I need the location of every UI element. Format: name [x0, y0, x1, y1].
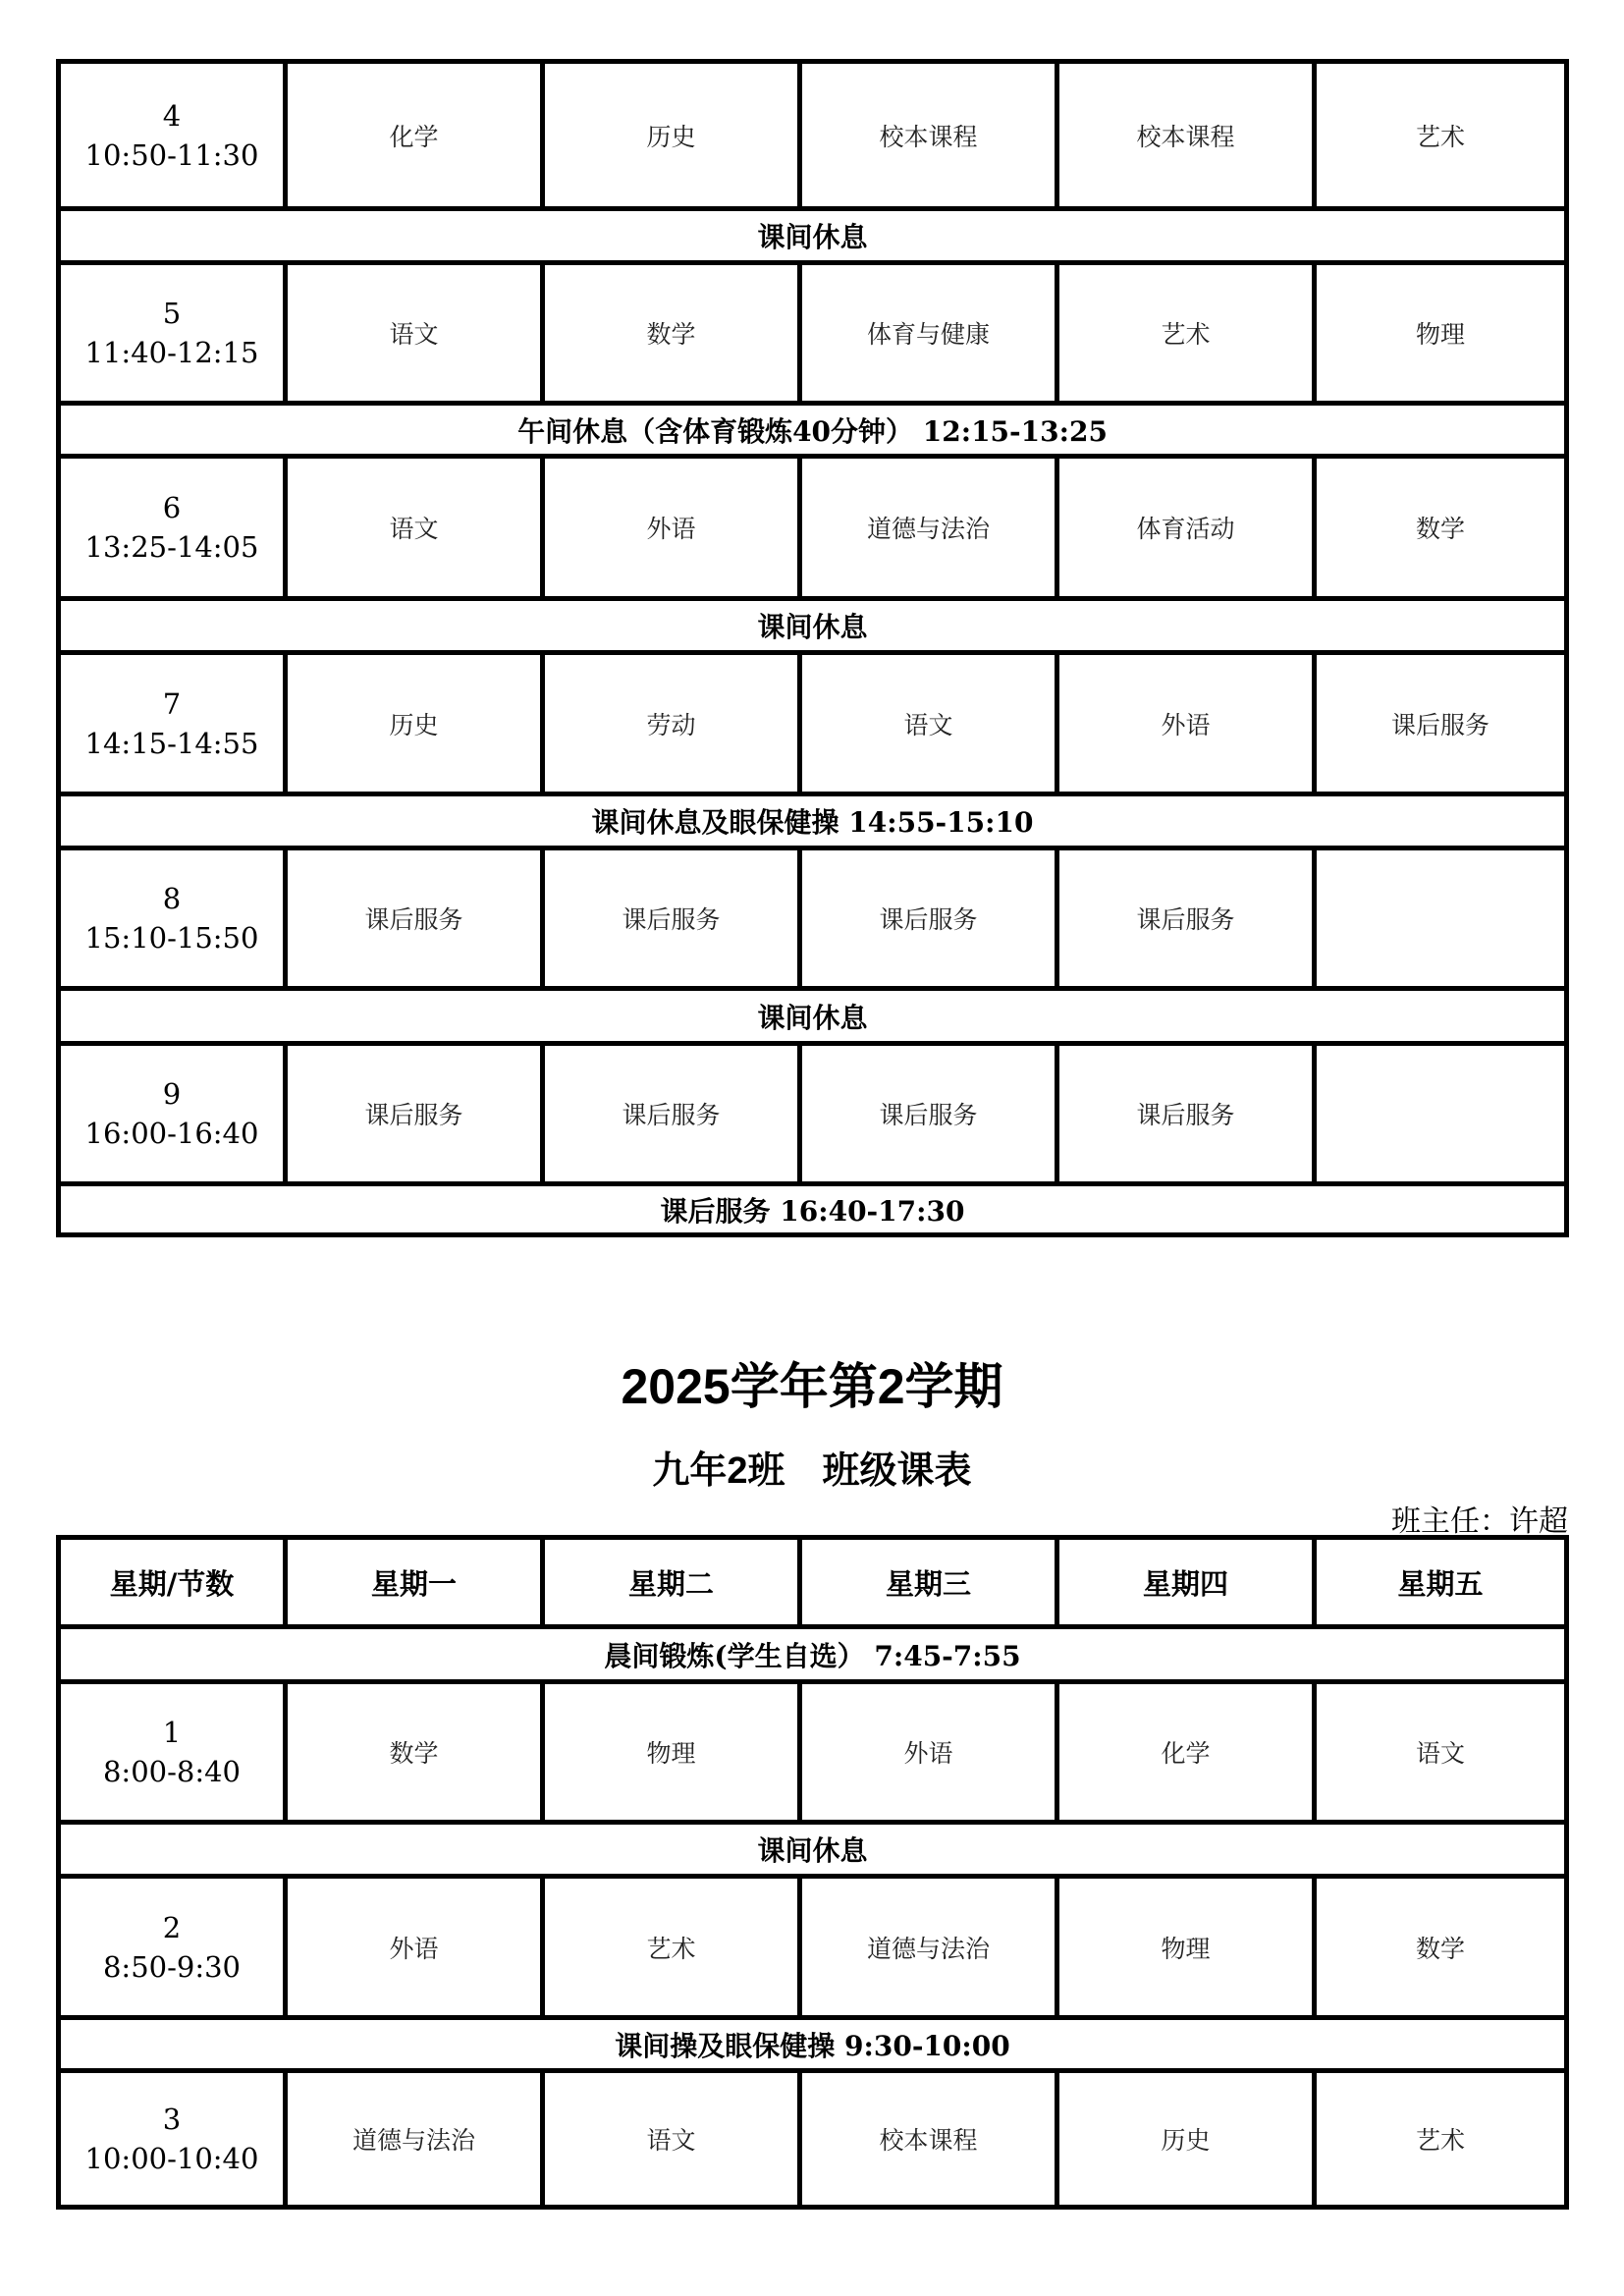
- subject-cell: 历史: [283, 655, 540, 792]
- subject-cell: 艺术: [540, 1879, 797, 2015]
- class-timetable: [56, 1535, 1569, 2210]
- break-row: [61, 1820, 1564, 1874]
- period-row: [61, 454, 1564, 596]
- subject-cell: 校本课程: [797, 64, 1055, 206]
- header-cell: 星期四: [1055, 1540, 1312, 1624]
- period-row: [61, 650, 1564, 792]
- subject-cell: 校本课程: [797, 2073, 1055, 2205]
- subject-cell: 艺术: [1312, 64, 1564, 206]
- break-label: 晨间锻炼(学生自选） 7:45-7:55: [604, 1639, 1021, 1672]
- header-cell: 星期/节数: [109, 1566, 235, 1601]
- subject-cell: [1312, 1046, 1564, 1181]
- subject-cell: 语文: [283, 265, 540, 401]
- period-number: 4: [162, 98, 182, 133]
- break-row: [61, 1624, 1564, 1679]
- subject-cell: 数学: [1312, 1879, 1564, 2015]
- period-time: 13:25-14:05: [84, 530, 259, 564]
- subject-cell: 数学: [283, 1684, 540, 1820]
- period-row: [61, 1874, 1564, 2015]
- subject-cell: 课后服务: [1055, 850, 1312, 986]
- timetable-continued: [56, 59, 1569, 1237]
- subject-cell: 体育活动: [1055, 459, 1312, 596]
- header-cell: 星期三: [797, 1540, 1055, 1624]
- period-cell: [61, 2073, 283, 2205]
- subject-cell: 物理: [1055, 1879, 1312, 2015]
- break-label: 午间休息（含体育锻炼40分钟） 12:15-13:25: [517, 414, 1108, 448]
- subject-cell: 化学: [283, 64, 540, 206]
- period-row: [61, 2068, 1564, 2205]
- class-timetable-subtitle: 九年2班 班级课表: [652, 1450, 972, 1492]
- subject-cell: 物理: [540, 1684, 797, 1820]
- period-number: 8: [162, 882, 182, 915]
- period-row: [61, 846, 1564, 986]
- subject-cell: 艺术: [1312, 2073, 1564, 2205]
- break-row: [61, 792, 1564, 846]
- period-number: 3: [162, 2103, 182, 2136]
- period-number: 5: [162, 297, 182, 330]
- period-row: [61, 64, 1564, 206]
- period-row: [61, 1041, 1564, 1181]
- break-row: [61, 596, 1564, 650]
- break-label: 课间休息: [757, 1001, 868, 1034]
- subject-cell: 课后服务: [283, 850, 540, 986]
- period-time: 14:15-14:55: [84, 726, 259, 760]
- period-time: 10:50-11:30: [84, 137, 259, 172]
- subject-cell: 语文: [283, 459, 540, 596]
- period-row: [61, 1679, 1564, 1820]
- period-cell: [61, 1684, 283, 1820]
- period-number: 6: [162, 491, 182, 524]
- period-number: 9: [162, 1077, 182, 1111]
- subject-cell: 道德与法治: [797, 1879, 1055, 2015]
- head-teacher-label: 班主任：许超: [1391, 1504, 1568, 1539]
- subject-cell: 课后服务: [540, 1046, 797, 1181]
- period-number: 7: [162, 686, 182, 721]
- subject-cell: 道德与法治: [283, 2073, 540, 2205]
- subject-cell: 体育与健康: [797, 265, 1055, 401]
- subject-cell: 外语: [1055, 655, 1312, 792]
- break-row: [61, 2015, 1564, 2068]
- period-row: [61, 260, 1564, 401]
- period-cell: [61, 1046, 283, 1181]
- period-time: 15:10-15:50: [84, 921, 259, 955]
- subject-cell: 语文: [1312, 1684, 1564, 1820]
- break-label: 课后服务 16:40-17:30: [660, 1194, 965, 1228]
- subject-cell: 课后服务: [283, 1046, 540, 1181]
- break-label: 课间休息: [757, 611, 868, 643]
- break-label: 课间休息: [757, 221, 868, 253]
- break-row: [61, 1181, 1564, 1232]
- subject-cell: 道德与法治: [797, 459, 1055, 596]
- break-label: 课间休息: [757, 1834, 868, 1867]
- subject-cell: 课后服务: [797, 850, 1055, 986]
- subject-cell: 语文: [797, 655, 1055, 792]
- period-cell: [61, 655, 283, 792]
- semester-title: 2025学年第2学期: [621, 1359, 1003, 1414]
- subject-cell: 艺术: [1055, 265, 1312, 401]
- subject-cell: 语文: [540, 2073, 797, 2205]
- header-row: [61, 1540, 1564, 1624]
- subject-cell: 劳动: [540, 655, 797, 792]
- period-cell: [61, 265, 283, 401]
- period-time: 10:00-10:40: [84, 2142, 259, 2175]
- break-row: [61, 401, 1564, 454]
- period-cell: [61, 459, 283, 596]
- subject-cell: 物理: [1312, 265, 1564, 401]
- break-row: [61, 206, 1564, 260]
- subject-cell: 外语: [283, 1879, 540, 2015]
- break-label: 课间休息及眼保健操 14:55-15:10: [591, 806, 1034, 839]
- period-cell: [61, 850, 283, 986]
- period-time: 8:00-8:40: [102, 1755, 242, 1788]
- period-number: 1: [162, 1716, 182, 1749]
- subject-cell: 课后服务: [1055, 1046, 1312, 1181]
- subject-cell: 历史: [1055, 2073, 1312, 2205]
- subject-cell: 课后服务: [540, 850, 797, 986]
- header-cell: 星期一: [283, 1540, 540, 1624]
- subject-cell: 外语: [540, 459, 797, 596]
- subject-cell: 数学: [540, 265, 797, 401]
- period-time: 11:40-12:15: [84, 336, 259, 369]
- header-cell: 星期五: [1312, 1540, 1564, 1624]
- header-cell: 星期二: [540, 1540, 797, 1624]
- break-row: [61, 986, 1564, 1041]
- subject-cell: 校本课程: [1055, 64, 1312, 206]
- period-time: 8:50-9:30: [102, 1949, 242, 1984]
- period-time: 16:00-16:40: [84, 1117, 259, 1150]
- subject-cell: 课后服务: [1312, 655, 1564, 792]
- subject-cell: 外语: [797, 1684, 1055, 1820]
- period-number: 2: [162, 1910, 182, 1944]
- subject-cell: [1312, 850, 1564, 986]
- period-cell: [61, 64, 283, 206]
- subject-cell: 数学: [1312, 459, 1564, 596]
- subject-cell: 化学: [1055, 1684, 1312, 1820]
- break-label: 课间操及眼保健操 9:30-10:00: [615, 2029, 1010, 2062]
- period-cell: [61, 1879, 283, 2015]
- subject-cell: 历史: [540, 64, 797, 206]
- subject-cell: 课后服务: [797, 1046, 1055, 1181]
